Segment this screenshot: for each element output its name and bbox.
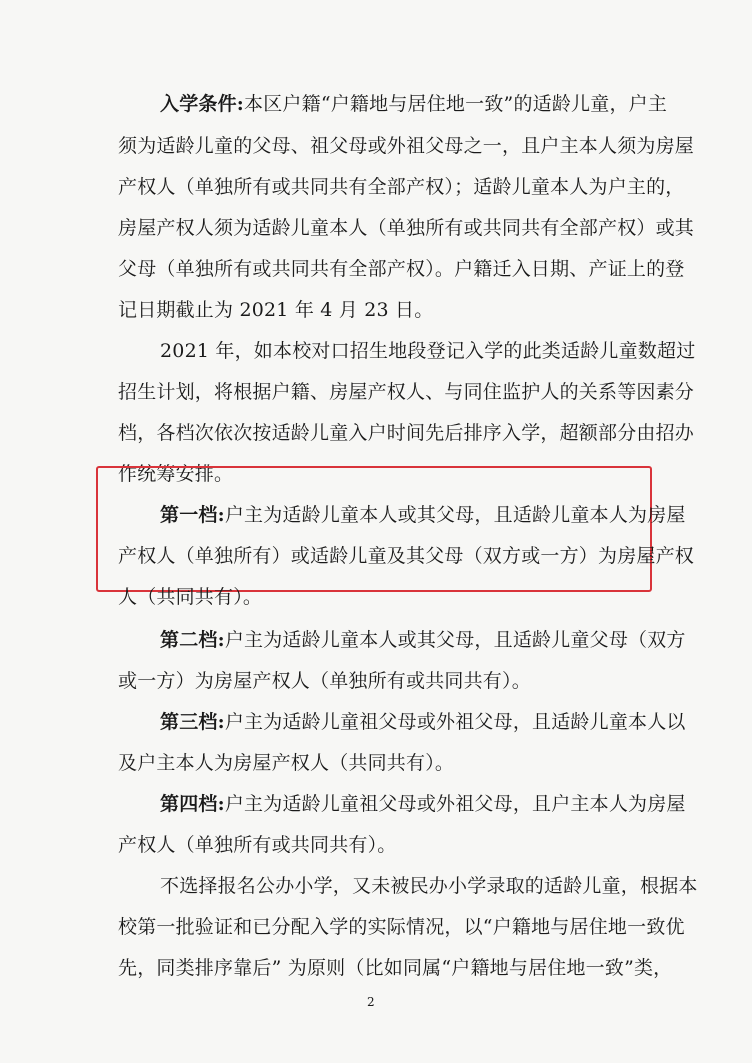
paragraph-other-line-1: 不选择报名公办小学，又未被民办小学录取的适龄儿童，根据本 <box>160 875 698 897</box>
tier-three-label: 第三档: <box>160 711 225 733</box>
tier-one-label: 第一档: <box>160 504 225 526</box>
paragraph-tier-one-line-2: 产权人（单独所有）或适龄儿童及其父母（双方或一方）为房屋产权 <box>118 545 695 567</box>
admission-conditions-label: 入学条件: <box>160 93 245 115</box>
tier-one-highlight-box <box>96 466 652 592</box>
paragraph-tier-two-line-2: 或一方）为房屋产权人（单独所有或共同共有）。 <box>118 670 531 692</box>
paragraph-plan-line-3: 档，各档次依次按适龄儿童入户时间先后排序入学，超额部分由招办 <box>118 422 695 444</box>
paragraph-plan-line-1: 2021 年，如本校对口招生地段登记入学的此类适龄儿童数超过 <box>160 340 696 362</box>
paragraph-admission-line-5: 父母（单独所有或共同共有全部产权）。户籍迁入日期、产证上的登 <box>118 258 685 280</box>
paragraph-admission-line-4: 房屋产权人须为适龄儿童本人（单独所有或共同共有全部产权）或其 <box>118 217 695 239</box>
paragraph-admission-line-2: 须为适龄儿童的父母、祖父母或外祖父母之一，且户主本人须为房屋 <box>118 135 695 157</box>
paragraph-tier-four-line-2: 产权人（单独所有或共同共有）。 <box>118 834 397 856</box>
page-number: 2 <box>367 995 375 1009</box>
paragraph-admission-line-1: 入学条件:本区户籍“户籍地与居住地一致”的适龄儿童，户主 <box>160 93 668 115</box>
tier-two-label: 第二档: <box>160 629 225 651</box>
paragraph-tier-one-line-3: 人（共同共有）。 <box>118 586 263 608</box>
paragraph-other-line-2: 校第一批验证和已分配入学的实际情况，以“户籍地与居住地一致优 <box>118 916 685 938</box>
paragraph-admission-line-3: 产权人（单独所有或共同共有全部产权）；适龄儿童本人为户主的， <box>118 176 685 198</box>
paragraph-admission-line-6: 记日期截止为 2021 年 4 月 23 日。 <box>118 299 434 321</box>
paragraph-tier-two-line-1: 第二档:户主为适龄儿童本人或其父母，且适龄儿童父母（双方 <box>160 629 686 651</box>
paragraph-tier-three-line-1: 第三档:户主为适龄儿童祖父母或外祖父母，且适龄儿童本人以 <box>160 711 686 733</box>
paragraph-tier-four-line-1: 第四档:户主为适龄儿童祖父母或外祖父母，且户主本人为房屋 <box>160 793 686 815</box>
paragraph-tier-one-line-1: 第一档:户主为适龄儿童本人或其父母，且适龄儿童本人为房屋 <box>160 504 686 526</box>
paragraph-tier-three-line-2: 及户主本人为房屋产权人（共同共有）。 <box>118 752 455 774</box>
paragraph-other-line-3: 先，同类排序靠后” 为原则（比如同属“户籍地与居住地一致”类， <box>118 957 673 979</box>
paragraph-plan-line-4: 作统筹安排。 <box>118 463 234 485</box>
paragraph-plan-line-2: 招生计划，将根据户籍、房屋产权人、与同住监护人的关系等因素分 <box>118 381 695 403</box>
tier-four-label: 第四档: <box>160 793 225 815</box>
